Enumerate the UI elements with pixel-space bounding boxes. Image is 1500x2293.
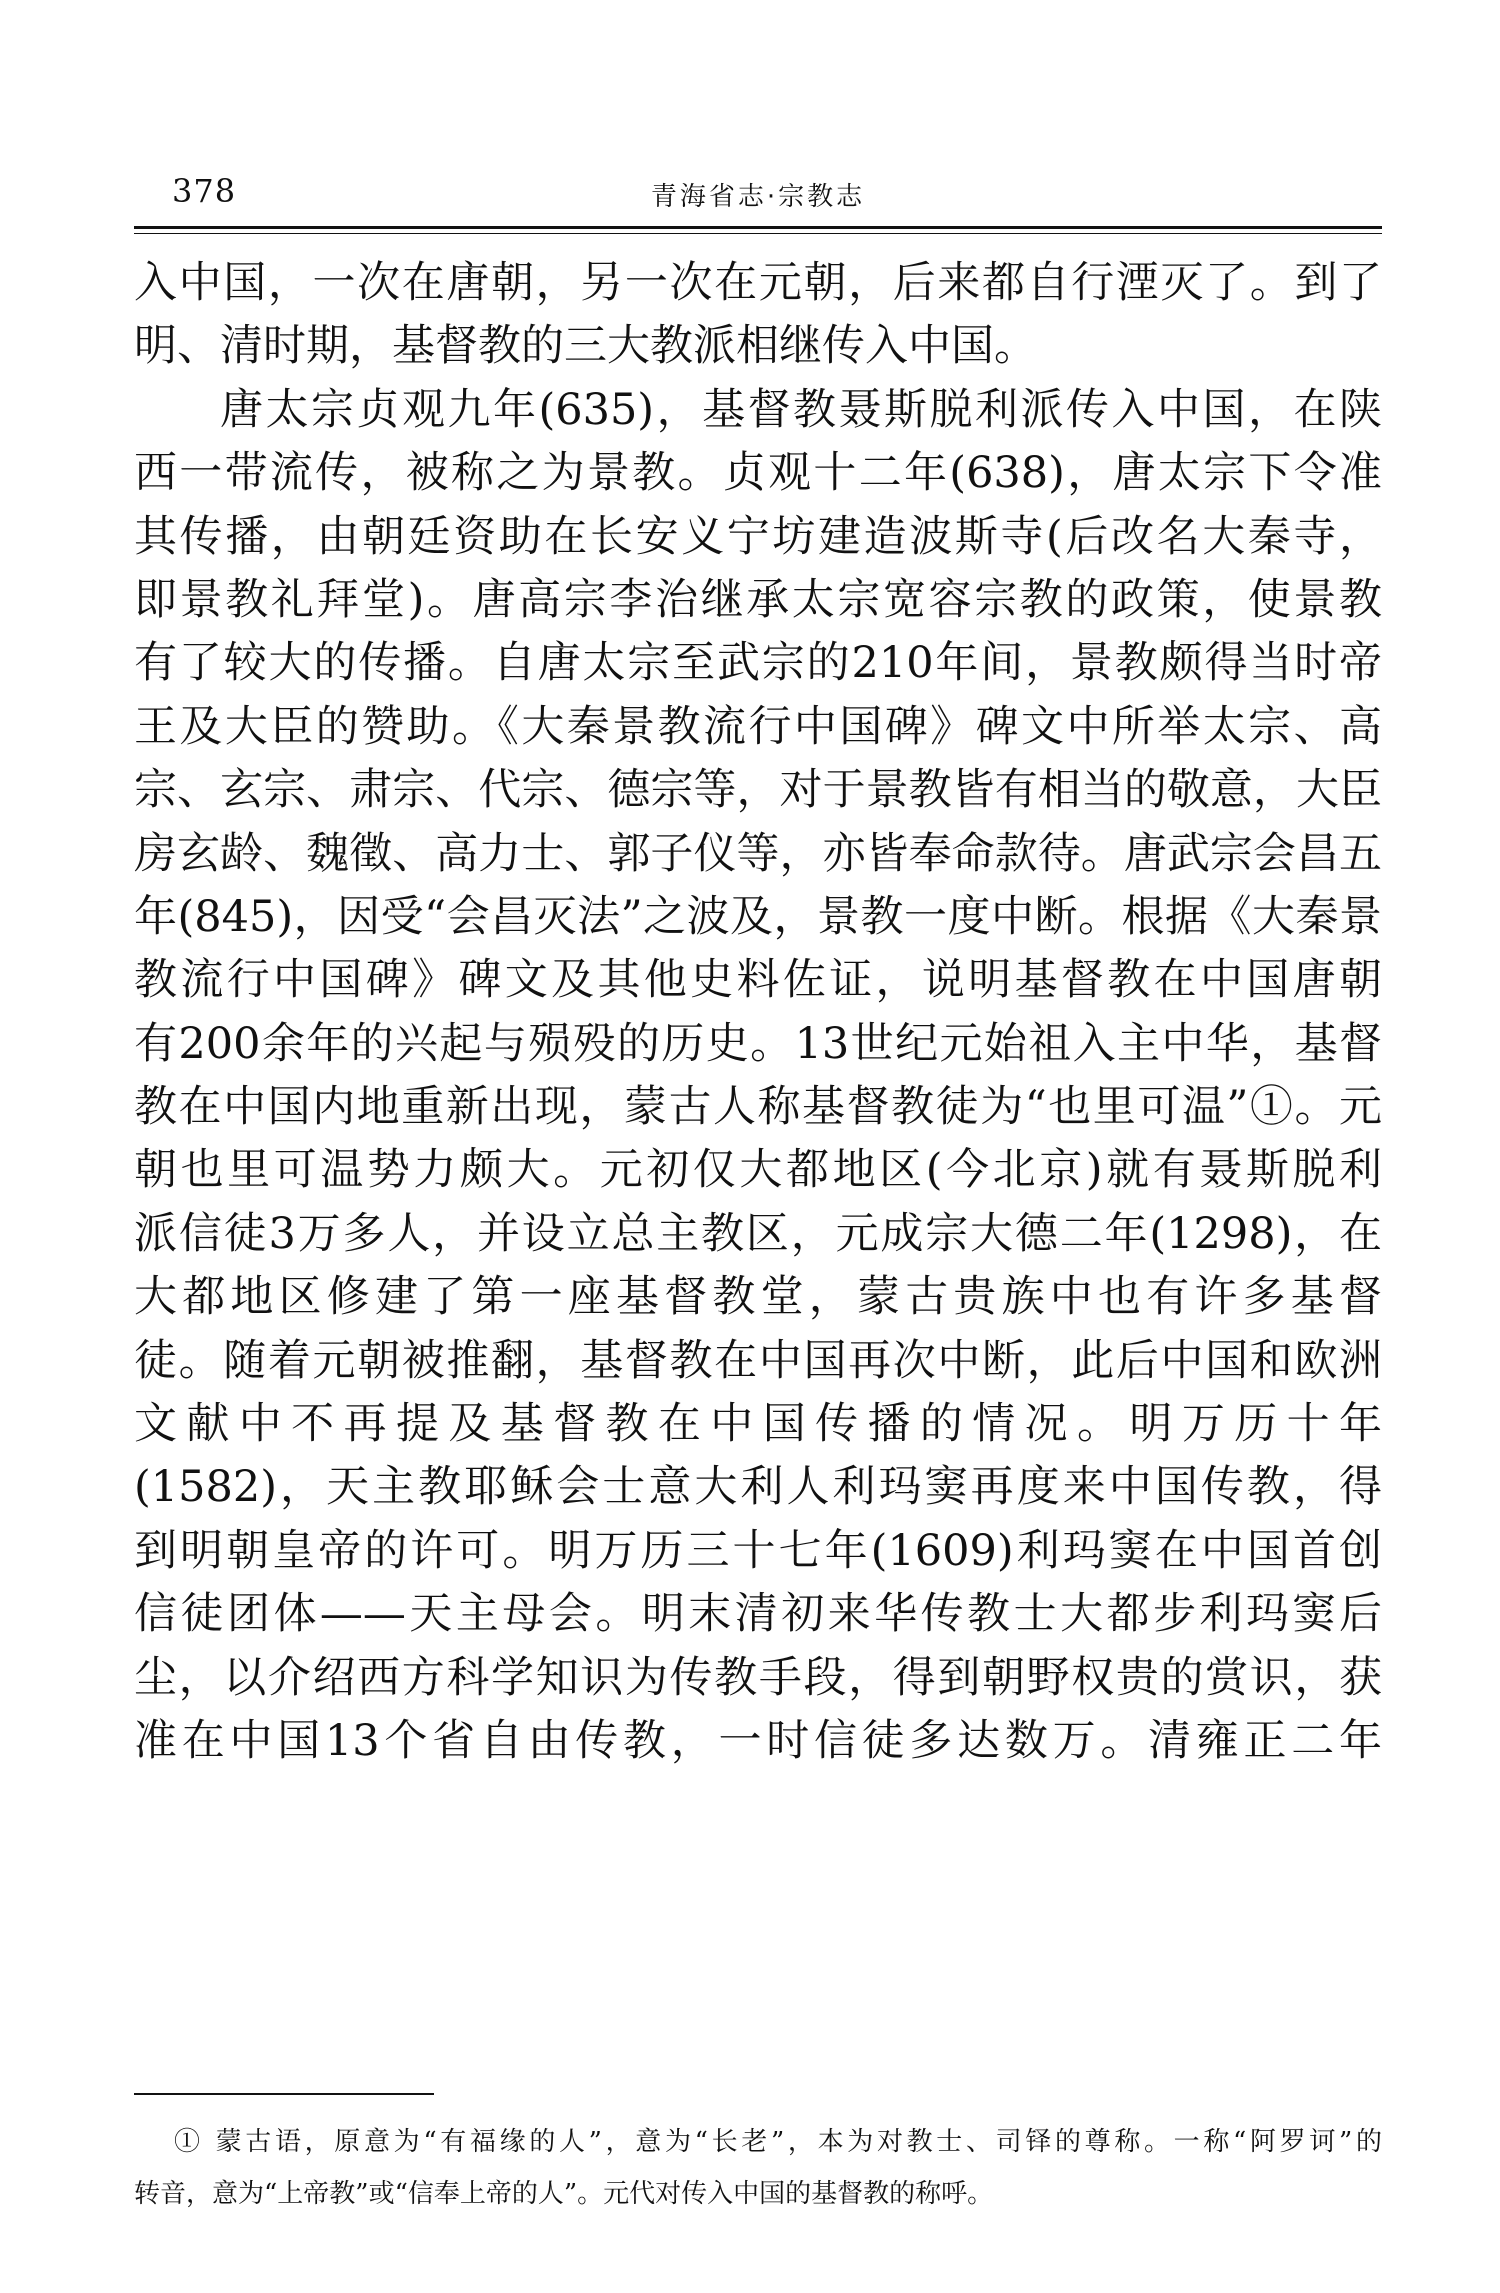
text-line: 文献中不再提及基督教在中国传播的情况。明万历十年 <box>134 1399 1382 1450</box>
text-line: 大都地区修建了第一座基督教堂，蒙古贵族中也有许多基督 <box>134 1272 1382 1323</box>
text-line: 其传播，由朝廷资助在长安义宁坊建造波斯寺(后改名大秦寺， <box>134 511 1382 562</box>
text-line: 即景教礼拜堂)。唐高宗李治继承太宗宽容宗教的政策，使景教 <box>134 574 1382 625</box>
page-header <box>134 168 1382 216</box>
text-line: 准在中国13个省自由传教，一时信徒多达数万。清雍正二年 <box>134 1715 1382 1766</box>
header-rule-thin <box>134 233 1382 234</box>
footnote-line: ① 蒙古语，原意为“有福缘的人”，意为“长老”，本为对教士、司铎的尊称。一称“阿罗诃”的 <box>174 2127 1382 2157</box>
text-line: 房玄龄、魏徵、高力士、郭子仪等，亦皆奉命款待。唐武宗会昌五 <box>134 828 1382 879</box>
text-line: 到明朝皇帝的许可。明万历三十七年(1609)利玛窦在中国首创 <box>134 1525 1382 1576</box>
page-number: 378 <box>172 172 237 210</box>
text-line: 教流行中国碑》碑文及其他史料佐证，说明基督教在中国唐朝 <box>134 955 1382 1006</box>
text-line: 王及大臣的赞助。《大秦景教流行中国碑》碑文中所举太宗、高 <box>134 701 1382 752</box>
footnote-line: 转音，意为“上帝教”或“信奉上帝的人”。元代对传入中国的基督教的称呼。 <box>134 2179 994 2209</box>
text-line: 信徒团体——天主母会。明末清初来华传教士大都步利玛窦后 <box>134 1589 1382 1640</box>
text-line: 入中国，一次在唐朝，另一次在元朝，后来都自行湮灭了。到了 <box>134 258 1382 308</box>
text-line: 徒。随着元朝被推翻，基督教在中国再次中断，此后中国和欧洲 <box>134 1335 1382 1386</box>
body-text <box>134 252 1382 1773</box>
footnotes <box>134 2116 1382 2220</box>
text-line: 有200余年的兴起与殒殁的历史。13世纪元始祖入主中华，基督 <box>134 1018 1382 1069</box>
text-line: 朝也里可温势力颇大。元初仅大都地区(今北京)就有聂斯脱利 <box>134 1145 1382 1196</box>
text-line: 派信徒3万多人，并设立总主教区，元成宗大德二年(1298)，在 <box>134 1208 1382 1259</box>
footnote-rule <box>134 2093 434 2095</box>
text-line: 宗、玄宗、肃宗、代宗、德宗等，对于景教皆有相当的敬意，大臣 <box>134 765 1382 816</box>
text-line: 明、清时期，基督教的三大教派相继传入中国。 <box>134 321 1037 372</box>
running-head: 青海省志·宗教志 <box>650 182 866 212</box>
text-line: 有了较大的传播。自唐太宗至武宗的210年间，景教颇得当时帝 <box>134 638 1382 689</box>
header-rule-thick <box>134 226 1382 229</box>
text-line: 年(845)，因受“会昌灭法”之波及，景教一度中断。根据《大秦景 <box>134 891 1382 942</box>
text-line: (1582)，天主教耶稣会士意大利人利玛窦再度来中国传教，得 <box>134 1462 1382 1513</box>
text-line: 唐太宗贞观九年(635)，基督教聂斯脱利派传入中国，在陕 <box>220 384 1382 435</box>
text-line: 尘，以介绍西方科学知识为传教手段，得到朝野权贵的赏识，获 <box>134 1652 1382 1703</box>
text-line: 西一带流传，被称之为景教。贞观十二年(638)，唐太宗下令准 <box>134 448 1382 499</box>
text-line: 教在中国内地重新出现，蒙古人称基督教徒为“也里可温”①。元 <box>134 1082 1382 1133</box>
